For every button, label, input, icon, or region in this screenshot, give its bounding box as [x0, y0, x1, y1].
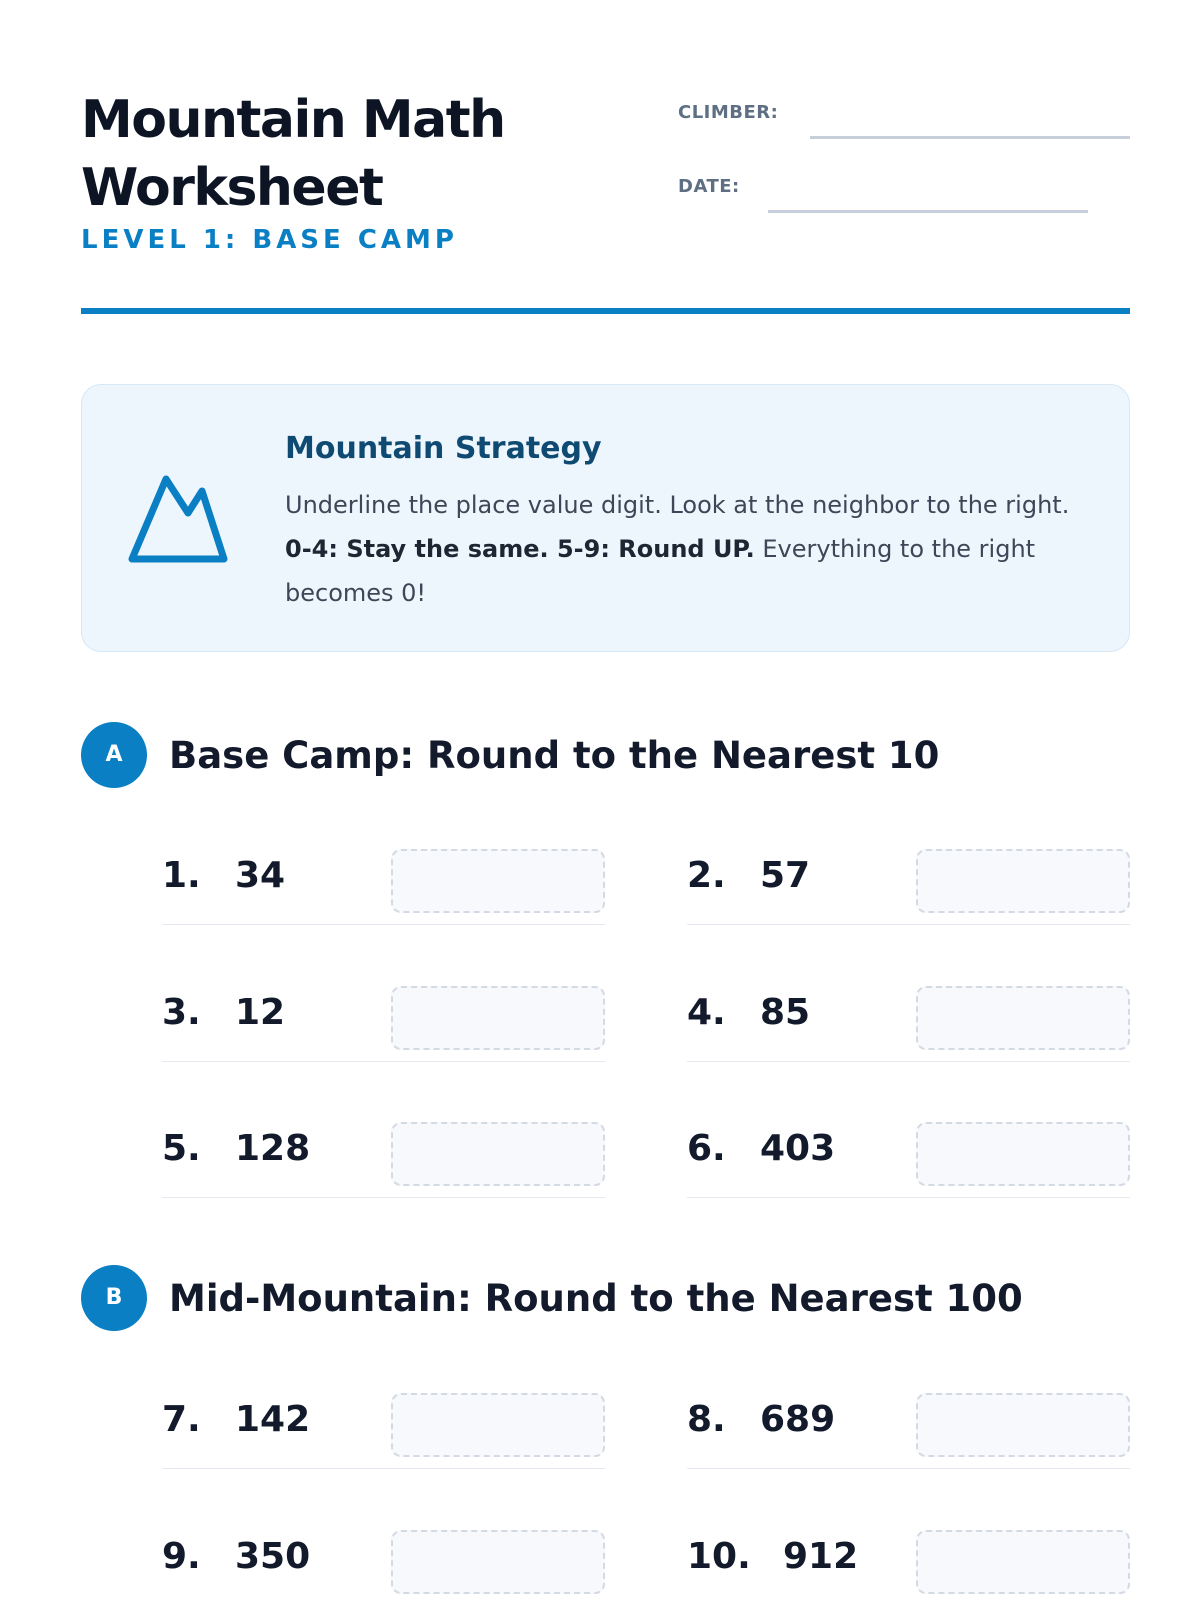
answer-box[interactable] — [391, 1122, 605, 1186]
date-label: DATE: — [678, 176, 740, 197]
mountain-icon — [126, 471, 230, 567]
problem-value: 350 — [235, 1536, 311, 1577]
worksheet-header — [81, 80, 1130, 317]
problem-row — [162, 1371, 605, 1469]
problem-number: 5. — [162, 1128, 201, 1169]
problem-row — [687, 827, 1130, 925]
answer-box[interactable] — [916, 1393, 1130, 1457]
title-line-2: Worksheet — [81, 158, 383, 218]
section-title: Base Camp: Round to the Nearest 10 — [169, 734, 940, 777]
climber-label: CLIMBER: — [678, 102, 779, 123]
section-a-header — [81, 722, 1130, 790]
problem-value: 128 — [235, 1128, 311, 1169]
page-title — [81, 86, 601, 222]
problem-row — [162, 1508, 605, 1600]
strategy-callout — [81, 384, 1130, 652]
section-badge: B — [81, 1265, 147, 1331]
answer-box[interactable] — [391, 986, 605, 1050]
answer-box[interactable] — [916, 849, 1130, 913]
problem-number: 1. — [162, 855, 201, 896]
date-write-line[interactable] — [768, 210, 1088, 213]
problem-value: 57 — [760, 855, 811, 896]
answer-box[interactable] — [916, 1122, 1130, 1186]
problem-row — [162, 1100, 605, 1198]
problem-value: 12 — [235, 992, 286, 1033]
strategy-text-part1: Underline the place value digit. Look at the neighbor to the right. — [285, 491, 1070, 519]
strategy-text-part2: Everything to the right becomes 0! — [285, 535, 1036, 607]
problem-row — [687, 1100, 1130, 1198]
strategy-text — [285, 483, 1075, 615]
problem-number: 8. — [687, 1399, 726, 1440]
climber-write-line[interactable] — [810, 136, 1130, 139]
problem-number: 4. — [687, 992, 726, 1033]
problem-number: 7. — [162, 1399, 201, 1440]
title-line-1: Mountain Math — [81, 90, 505, 150]
problem-row — [162, 964, 605, 1062]
answer-box[interactable] — [391, 1393, 605, 1457]
problem-number: 10. — [687, 1536, 751, 1577]
problem-value: 912 — [783, 1536, 859, 1577]
problem-value: 689 — [760, 1399, 836, 1440]
section-title: Mid-Mountain: Round to the Nearest 100 — [169, 1277, 1023, 1320]
answer-box[interactable] — [391, 1530, 605, 1594]
problem-number: 6. — [687, 1128, 726, 1169]
section-badge: A — [81, 722, 147, 788]
problem-row — [687, 1371, 1130, 1469]
level-subtitle: LEVEL 1: BASE CAMP — [81, 225, 458, 255]
header-divider — [81, 308, 1130, 314]
strategy-title: Mountain Strategy — [285, 431, 602, 466]
problem-number: 3. — [162, 992, 201, 1033]
problem-row — [687, 964, 1130, 1062]
problem-number: 2. — [687, 855, 726, 896]
problem-value: 85 — [760, 992, 811, 1033]
problem-value: 403 — [760, 1128, 836, 1169]
problem-value: 142 — [235, 1399, 311, 1440]
answer-box[interactable] — [916, 1530, 1130, 1594]
section-b-header — [81, 1265, 1130, 1333]
problem-row — [687, 1508, 1130, 1600]
problem-number: 9. — [162, 1536, 201, 1577]
problem-row — [162, 827, 605, 925]
strategy-text-rule: 0-4: Stay the same. 5-9: Round UP. — [285, 535, 755, 563]
problem-value: 34 — [235, 855, 286, 896]
answer-box[interactable] — [391, 849, 605, 913]
answer-box[interactable] — [916, 986, 1130, 1050]
